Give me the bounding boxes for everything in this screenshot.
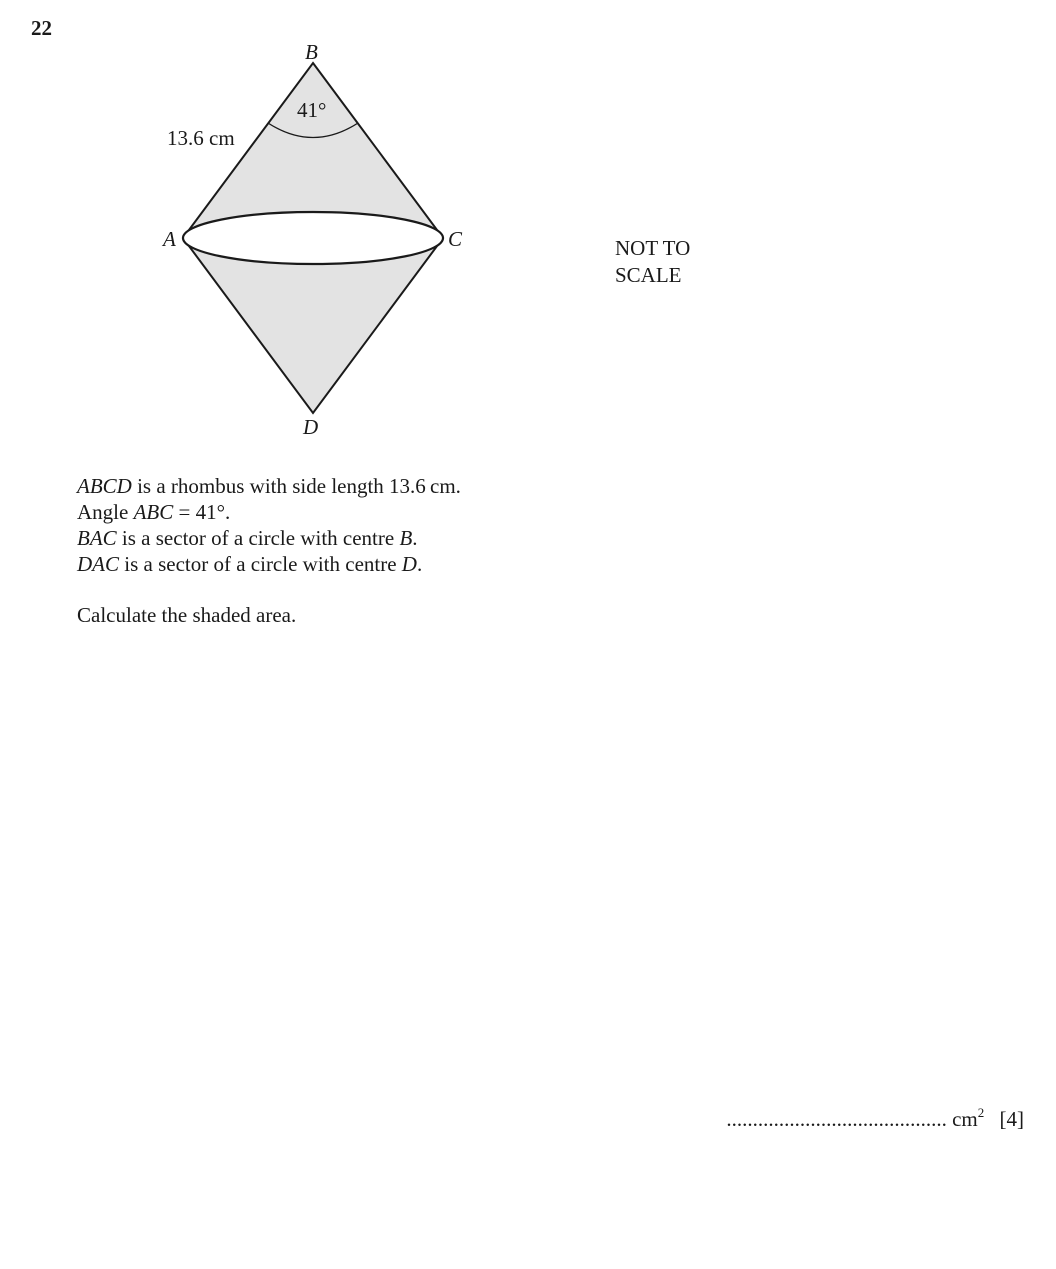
rhombus-diagram — [0, 0, 1056, 460]
vertex-label-a: A — [163, 227, 176, 251]
statement-2: Angle ABC = 41°. — [77, 500, 231, 524]
answer-unit: cm — [952, 1107, 978, 1131]
answer-line[interactable] — [726, 1105, 1024, 1132]
side-length-label: 13.6 cm — [167, 126, 235, 150]
not-to-scale-line-1: NOT TO — [615, 236, 691, 260]
question-instruction: Calculate the shaded area. — [77, 603, 297, 627]
answer-unit-power: 2 — [977, 1105, 985, 1120]
question-statements — [77, 473, 461, 577]
statement-4: DAC is a sector of a circle with centre D. — [77, 552, 423, 576]
question-number: 22 — [31, 16, 52, 40]
vertex-label-c: C — [448, 227, 463, 251]
statement-1: ABCD is a rhombus with side length 13.6 cm. — [77, 474, 461, 498]
statement-3: BAC is a sector of a circle with centre B. — [77, 526, 418, 550]
not-to-scale-line-2: SCALE — [615, 263, 682, 287]
vertex-label-b: B — [305, 40, 318, 64]
not-to-scale-note — [615, 235, 690, 289]
question-marks: [4] — [999, 1107, 1024, 1131]
circle-ellipse — [183, 212, 443, 264]
answer-dots[interactable]: .......................................... — [726, 1107, 947, 1131]
angle-label: 41° — [297, 98, 327, 122]
vertex-label-d: D — [303, 415, 319, 439]
